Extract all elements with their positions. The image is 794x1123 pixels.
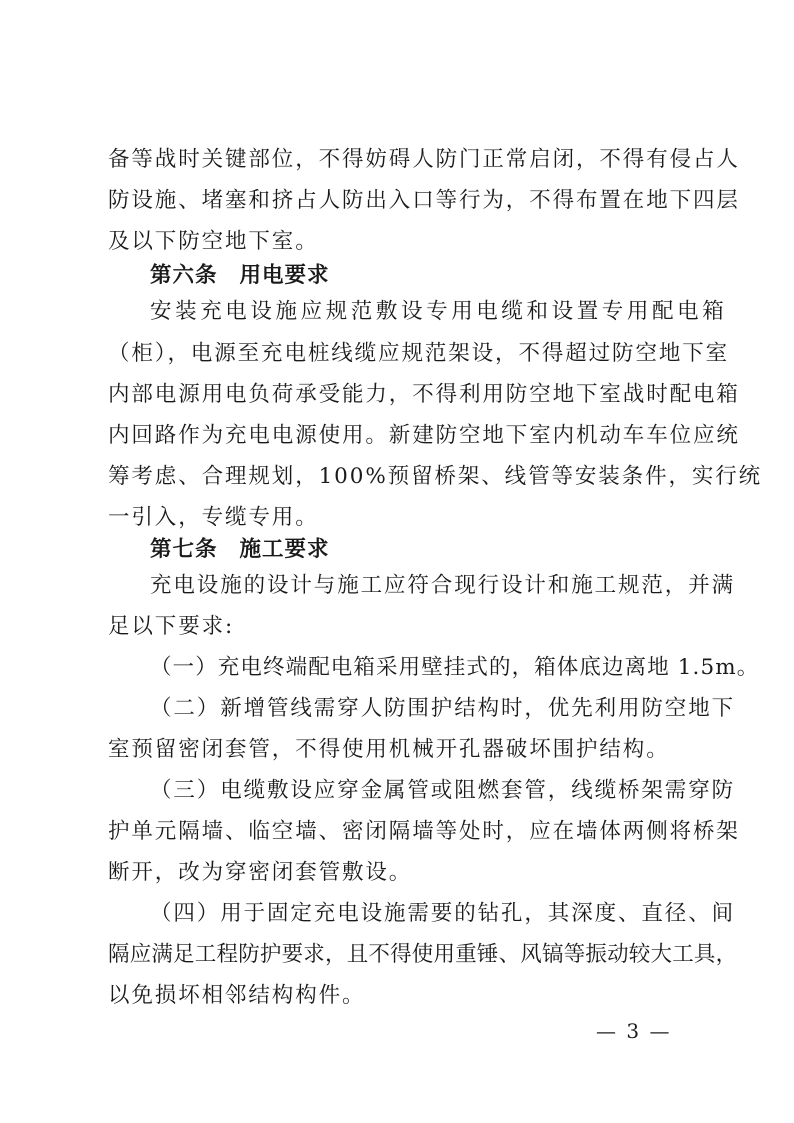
text-line: （柜），电源至充电桩线缆应规范架设，不得超过防空地下室 (108, 341, 730, 366)
text-line: 以免损坏相邻结构构件。 (108, 983, 366, 1008)
text-line: 备等战时关键部位，不得妨碍人防门正常启闭，不得有侵占人 (108, 147, 740, 172)
text-line: 内回路作为充电电源使用。新建防空地下室内机动车车位应统 (108, 423, 740, 448)
text-line: 及以下防空地下室。 (108, 229, 319, 254)
text-line: 内部电源用电负荷承受能力，不得利用防空地下室战时配电箱 (108, 382, 740, 407)
article-7-heading (0, 530, 794, 570)
text-line: 筹考虑、合理规划，100%预留桥架、线管等安装条件，实行统 (108, 464, 763, 489)
text-line: 防设施、堵塞和挤占人防出入口等行为，不得布置在地下四层 (108, 188, 740, 213)
list-item-1: （一）充电终端配电箱采用壁挂式的，箱体底边离地 1.5m。 (150, 655, 760, 680)
text-line: 断开，改为穿密闭套管敷设。 (108, 860, 413, 885)
list-item-3: （三）电缆敷设应穿金属管或阻燃套管，线缆桥架需穿防 (150, 778, 736, 803)
text-line: 护单元隔墙、临空墙、密闭隔墙等处时，应在墙体两侧将桥架 (108, 819, 740, 844)
list-item-2: （二）新增管线需穿人防围护结构时，优先利用防空地下 (150, 696, 736, 721)
text-line: 安装充电设施应规范敷设专用电缆和设置专用配电箱 (150, 299, 728, 324)
article-6-number: 第六条 (150, 263, 218, 288)
list-item-4: （四）用于固定充电设施需要的钻孔，其深度、直径、间 (150, 901, 736, 926)
text-line: 隔应满足工程防护要求，且不得使用重锤、风镐等振动较大工具， (108, 942, 738, 967)
article-6-title: 用电要求 (239, 263, 330, 288)
text-line: 室预留密闭套管，不得使用机械开孔器破坏围护结构。 (108, 737, 670, 762)
article-7-number: 第七条 (150, 537, 218, 562)
text-line: 充电设施的设计与施工应符合现行设计和施工规范，并满 (150, 573, 736, 598)
text-line: 一引入，专缆专用。 (108, 505, 319, 530)
text-line: 足以下要求: (108, 614, 235, 639)
article-6-heading (0, 256, 794, 296)
article-7-title: 施工要求 (239, 537, 330, 562)
page-number: — 3 — (596, 1019, 672, 1043)
